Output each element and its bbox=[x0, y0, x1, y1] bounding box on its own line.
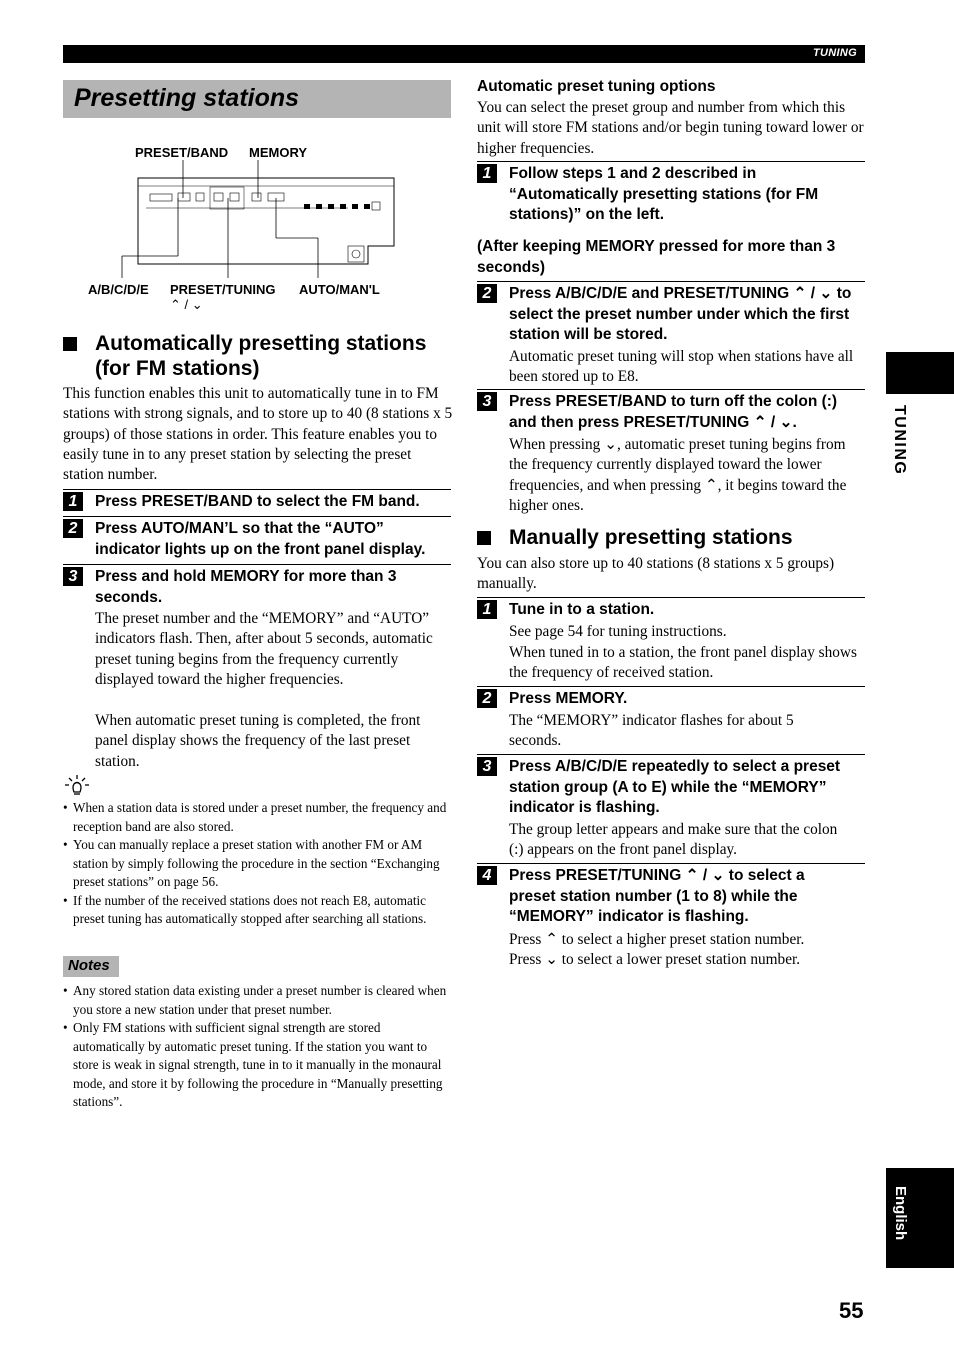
step-description: See page 54 for tuning instructions. bbox=[509, 623, 727, 640]
diagram-label-preset-band: PRESET/BAND bbox=[135, 145, 229, 160]
step-description: When pressing ⌄, automatic preset tuning begins from the frequency currently displayed toward the lower frequencies, and when pressing ⌃, it begins toward the higher ones. bbox=[509, 436, 847, 514]
auto-section-heading bbox=[63, 331, 453, 381]
note-item: • Any stored station data existing under a preset number is cleared when you store a new station under that preset number. bbox=[63, 982, 451, 1019]
step-heading: Press AUTO/MAN’L so that the “AUTO” indicator lights up on the front panel display. bbox=[95, 520, 426, 558]
auto-step-3 bbox=[63, 564, 451, 774]
tip-lightbulb-icon bbox=[64, 774, 90, 796]
manual-step-3 bbox=[477, 754, 865, 863]
step-heading: Tune in to a station. bbox=[509, 601, 655, 618]
auto-intro: This function enables this unit to automatically tune in to FM stations with strong signals, and to store up to 40 (8 stations x 5 groups) of those stations in order. This feature enables you to easily tune in to any preset station by selecting the preset station number. bbox=[63, 385, 453, 484]
step-number: 2 bbox=[63, 519, 83, 538]
step-heading: Follow steps 1 and 2 described in “Automatically presetting stations (for FM stations)” on the left. bbox=[509, 165, 819, 223]
step-description: Press ⌄ to select a lower preset station number. bbox=[509, 951, 801, 968]
diagram-label-preset-tuning-arrows: ⌃ / ⌄ bbox=[170, 297, 203, 312]
step-number: 4 bbox=[477, 866, 497, 885]
step-number: 2 bbox=[477, 689, 497, 708]
heading-square-bullet bbox=[477, 531, 491, 545]
step-number: 1 bbox=[477, 164, 497, 183]
options-step-3 bbox=[477, 389, 865, 519]
step-number: 3 bbox=[477, 392, 497, 411]
step-description: The preset number and the “MEMORY” and “AUTO” indicators flash. Then, after about 5 seconds, automatic preset tuning begins from the frequency currently displayed toward the higher frequencies. bbox=[95, 610, 433, 688]
after-memory-note: (After keeping MEMORY pressed for more than 3 seconds) bbox=[477, 238, 836, 276]
step-description: Automatic preset tuning will stop when stations have all been stored up to E8. bbox=[509, 348, 854, 386]
step-heading: Press A/B/C/D/E and PRESET/TUNING ⌃ / ⌄ to select the preset number under which the first station will be stored. bbox=[509, 285, 852, 343]
notes-label: Notes bbox=[68, 957, 110, 974]
page-title-box bbox=[63, 80, 451, 118]
step-heading: Press PRESET/BAND to turn off the colon (:) and then press PRESET/TUNING ⌃ / ⌄. bbox=[509, 393, 838, 431]
step-heading: Press A/B/C/D/E repeatedly to select a preset station group (A to E) while the “MEMORY” indicator is flashing. bbox=[509, 758, 841, 816]
options-intro: You can select the preset group and number from which this unit will store FM stations and/or begin tuning toward lower or higher frequencies. bbox=[477, 99, 864, 157]
step-number: 3 bbox=[63, 567, 83, 586]
auto-step-2 bbox=[63, 516, 451, 564]
step-number: 3 bbox=[477, 757, 497, 776]
tip-item: • You can manually replace a preset station with another FM or AM station by simply following the procedure in the section “Exchanging preset stations” on page 56. bbox=[63, 836, 451, 892]
step-number: 2 bbox=[477, 284, 497, 303]
step-description: Press ⌃ to select a higher preset station number. bbox=[509, 931, 805, 948]
header-bar bbox=[63, 45, 865, 63]
auto-step-1 bbox=[63, 489, 451, 516]
front-panel-illustration bbox=[118, 160, 398, 280]
step-description: The group letter appears and make sure that the colon (:) appears on the front panel display. bbox=[509, 821, 838, 859]
diagram-label-auto-manl: AUTO/MAN'L bbox=[299, 282, 380, 297]
diagram-label-preset-tuning: PRESET/TUNING bbox=[170, 282, 276, 297]
manual-section-heading bbox=[477, 525, 865, 550]
note-item: • Only FM stations with sufficient signal strength are stored automatically by automatic preset tuning. If the station you want to store is weak in signal strength, tune in to it manually in the monaural mode, and store it by following the procedure in “Manually presetting stations”. bbox=[63, 1019, 451, 1112]
notes-list bbox=[63, 982, 451, 1112]
tip-item: • When a station data is stored under a preset number, the frequency and reception band are also stored. bbox=[63, 799, 451, 836]
manual-step-2 bbox=[477, 686, 865, 754]
manual-step-1 bbox=[477, 597, 865, 686]
manual-step-4 bbox=[477, 863, 865, 973]
language-tab bbox=[886, 1168, 954, 1268]
chapter-tab-marker bbox=[886, 352, 954, 394]
step-heading: Press PRESET/TUNING ⌃ / ⌄ to select a preset station number (1 to 8) while the “MEMORY” indicator is flashing. bbox=[509, 867, 805, 925]
step-heading: Press PRESET/BAND to select the FM band. bbox=[95, 493, 420, 510]
manual-heading-text: Manually presetting stations bbox=[509, 526, 793, 549]
notes-label-box bbox=[63, 956, 119, 977]
step-description: When automatic preset tuning is completed, the front panel display shows the frequency of the last preset station. bbox=[95, 712, 421, 770]
step-description: When tuned in to a station, the front panel display shows the frequency of received station. bbox=[509, 644, 857, 682]
options-heading: Automatic preset tuning options bbox=[477, 78, 716, 95]
heading-square-bullet bbox=[63, 337, 77, 351]
page-number: 55 bbox=[839, 1298, 864, 1323]
chapter-side-label bbox=[890, 405, 910, 485]
diagram-label-abcde: A/B/C/D/E bbox=[88, 282, 149, 297]
step-number: 1 bbox=[477, 600, 497, 619]
options-step-1 bbox=[477, 161, 865, 233]
diagram-label-memory: MEMORY bbox=[249, 145, 308, 160]
chapter-side-label-text: TUNING bbox=[891, 405, 908, 476]
options-step-2 bbox=[477, 281, 865, 389]
header-section-label: TUNING bbox=[813, 47, 857, 59]
language-tab-label: English bbox=[892, 1186, 909, 1241]
auto-heading-line1: Automatically presetting stations bbox=[95, 332, 427, 355]
tips-list bbox=[63, 799, 451, 929]
step-heading: Press MEMORY. bbox=[509, 690, 628, 707]
page-title: Presetting stations bbox=[74, 84, 300, 112]
tip-item: • If the number of the received stations does not reach E8, automatic preset tuning has automatically stopped after searching all stations. bbox=[63, 892, 451, 929]
step-heading: Press and hold MEMORY for more than 3 seconds. bbox=[95, 568, 397, 606]
manual-intro: You can also store up to 40 stations (8 stations x 5 groups) manually. bbox=[477, 555, 835, 593]
step-description: The “MEMORY” indicator flashes for about 5 seconds. bbox=[509, 712, 794, 750]
auto-heading-line2: (for FM stations) bbox=[95, 357, 260, 380]
step-number: 1 bbox=[63, 492, 83, 511]
